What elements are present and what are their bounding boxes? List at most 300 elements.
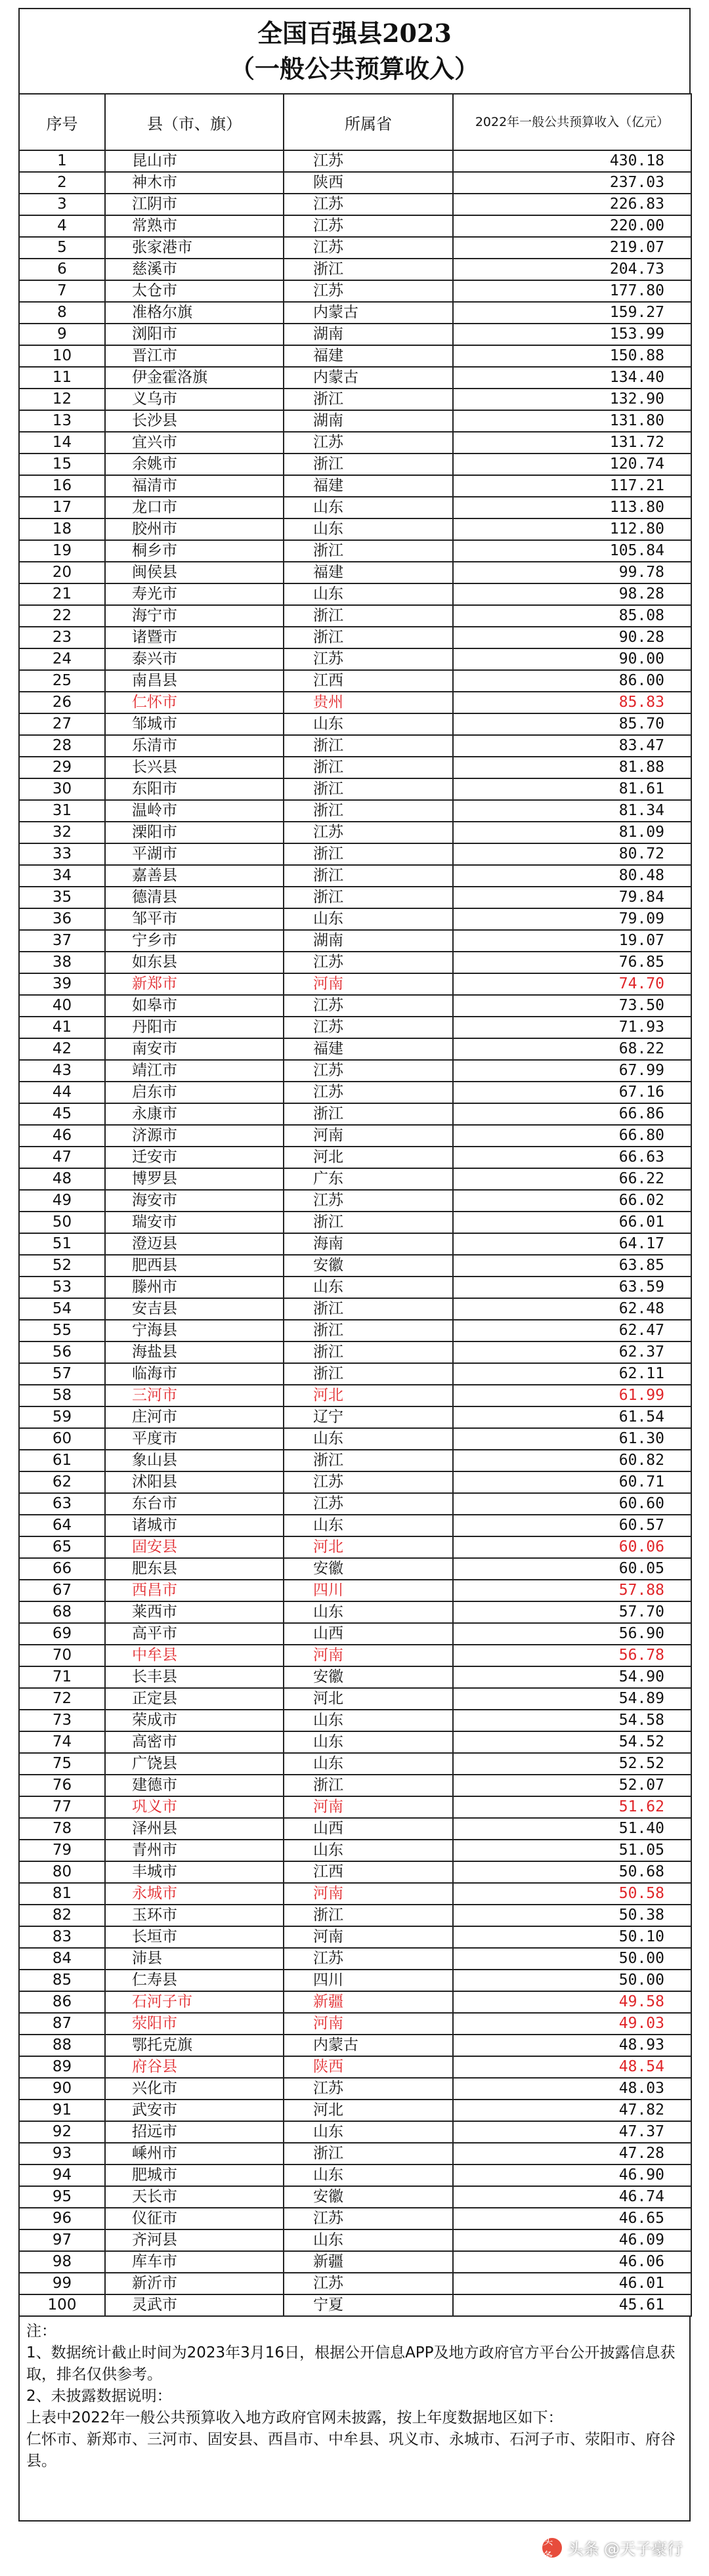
cell-rank: 77 [19, 1796, 105, 1818]
cell-province: 福建 [284, 562, 453, 583]
table-row [19, 583, 691, 605]
cell-county: 溧阳市 [105, 822, 284, 843]
cell-amount: 85.70 [453, 713, 691, 735]
cell-province: 河南 [284, 1883, 453, 1905]
cell-province: 内蒙古 [284, 2035, 453, 2056]
cell-county: 仪征市 [105, 2208, 284, 2229]
cell-amount: 66.63 [453, 1147, 691, 1168]
table-row [19, 345, 691, 367]
table-row [19, 1168, 691, 1190]
cell-amount: 81.61 [453, 778, 691, 800]
cell-county: 荥阳市 [105, 2013, 284, 2035]
cell-province: 江苏 [284, 822, 453, 843]
cell-rank: 75 [19, 1753, 105, 1775]
cell-county: 福清市 [105, 475, 284, 497]
cell-county: 新郑市 [105, 973, 284, 995]
header-province: 所属省 [284, 94, 453, 150]
cell-county: 肥城市 [105, 2164, 284, 2186]
table-row [19, 1796, 691, 1818]
cell-province: 福建 [284, 475, 453, 497]
cell-rank: 29 [19, 757, 105, 778]
cell-rank: 61 [19, 1450, 105, 1471]
cell-county: 靖江市 [105, 1060, 284, 1082]
table-row [19, 1688, 691, 1710]
cell-county: 象山县 [105, 1450, 284, 1471]
cell-county: 嘉善县 [105, 865, 284, 887]
cell-county: 齐河县 [105, 2229, 284, 2251]
table-row [19, 172, 691, 194]
cell-county: 济源市 [105, 1125, 284, 1147]
table-row [19, 2143, 691, 2164]
cell-amount: 226.83 [453, 194, 691, 215]
table-row [19, 367, 691, 389]
cell-province: 山西 [284, 1818, 453, 1840]
cell-amount: 51.05 [453, 1840, 691, 1861]
cell-rank: 88 [19, 2035, 105, 2056]
table-row [19, 497, 691, 518]
cell-province: 陕西 [284, 172, 453, 194]
cell-amount: 66.86 [453, 1103, 691, 1125]
table-row [19, 713, 691, 735]
cell-county: 启东市 [105, 1082, 284, 1103]
cell-rank: 16 [19, 475, 105, 497]
cell-county: 兴化市 [105, 2078, 284, 2100]
cell-amount: 46.06 [453, 2251, 691, 2273]
table-row [19, 475, 691, 497]
cell-amount: 86.00 [453, 670, 691, 692]
cell-province: 浙江 [284, 735, 453, 757]
cell-rank: 63 [19, 1493, 105, 1515]
cell-rank: 41 [19, 1017, 105, 1038]
cell-amount: 219.07 [453, 237, 691, 259]
cell-province: 浙江 [284, 1363, 453, 1385]
cell-rank: 47 [19, 1147, 105, 1168]
cell-rank: 13 [19, 410, 105, 432]
cell-rank: 79 [19, 1840, 105, 1861]
cell-province: 四川 [284, 1580, 453, 1601]
cell-rank: 7 [19, 280, 105, 302]
cell-county: 宁乡市 [105, 930, 284, 952]
cell-amount: 62.48 [453, 1298, 691, 1320]
cell-amount: 66.01 [453, 1212, 691, 1233]
cell-amount: 90.00 [453, 648, 691, 670]
notes-label: 注： [26, 2323, 56, 2340]
cell-province: 山东 [284, 1277, 453, 1298]
table-row [19, 800, 691, 822]
cell-amount: 81.34 [453, 800, 691, 822]
cell-rank: 71 [19, 1666, 105, 1688]
cell-province: 河北 [284, 1147, 453, 1168]
cell-county: 瑞安市 [105, 1212, 284, 1233]
cell-province: 山东 [284, 1710, 453, 1731]
cell-province: 河南 [284, 1125, 453, 1147]
cell-rank: 57 [19, 1363, 105, 1385]
cell-province: 江西 [284, 670, 453, 692]
cell-amount: 62.47 [453, 1320, 691, 1341]
cell-province: 四川 [284, 1970, 453, 1991]
cell-county: 武安市 [105, 2100, 284, 2121]
cell-province: 安徽 [284, 2186, 453, 2208]
table-row [19, 1536, 691, 1558]
table-row [19, 540, 691, 562]
cell-rank: 94 [19, 2164, 105, 2186]
cell-county: 慈溪市 [105, 259, 284, 280]
table-row [19, 2035, 691, 2056]
table-row [19, 1277, 691, 1298]
cell-amount: 60.82 [453, 1450, 691, 1471]
cell-rank: 48 [19, 1168, 105, 1190]
cell-rank: 6 [19, 259, 105, 280]
cell-county: 澄迈县 [105, 1233, 284, 1255]
cell-county: 临海市 [105, 1363, 284, 1385]
cell-province: 山东 [284, 497, 453, 518]
table-row [19, 1753, 691, 1775]
cell-county: 高密市 [105, 1731, 284, 1753]
cell-amount: 66.80 [453, 1125, 691, 1147]
cell-amount: 105.84 [453, 540, 691, 562]
cell-county: 沛县 [105, 1948, 284, 1970]
cell-amount: 57.88 [453, 1580, 691, 1601]
table-row [19, 822, 691, 843]
cell-county: 永城市 [105, 1883, 284, 1905]
watermark [542, 2534, 683, 2562]
cell-province: 山东 [284, 908, 453, 930]
cell-rank: 10 [19, 345, 105, 367]
cell-province: 江苏 [284, 2208, 453, 2229]
cell-amount: 79.09 [453, 908, 691, 930]
cell-province: 江苏 [284, 1471, 453, 1493]
cell-amount: 48.93 [453, 2035, 691, 2056]
cell-province: 河南 [284, 973, 453, 995]
cell-province: 湖南 [284, 930, 453, 952]
cell-amount: 150.88 [453, 345, 691, 367]
cell-rank: 56 [19, 1341, 105, 1363]
cell-amount: 51.62 [453, 1796, 691, 1818]
cell-amount: 50.00 [453, 1948, 691, 1970]
cell-province: 宁夏 [284, 2294, 453, 2316]
cell-province: 山东 [284, 1840, 453, 1861]
cell-amount: 54.89 [453, 1688, 691, 1710]
cell-amount: 48.54 [453, 2056, 691, 2078]
cell-county: 宜兴市 [105, 432, 284, 454]
table-row [19, 1103, 691, 1125]
cell-amount: 63.85 [453, 1255, 691, 1277]
cell-amount: 61.99 [453, 1385, 691, 1406]
cell-rank: 73 [19, 1710, 105, 1731]
cell-province: 江苏 [284, 995, 453, 1017]
table-row [19, 627, 691, 648]
cell-province: 安徽 [284, 1558, 453, 1580]
table-row [19, 1255, 691, 1277]
cell-amount: 159.27 [453, 302, 691, 324]
cell-province: 江苏 [284, 2078, 453, 2100]
table-row [19, 648, 691, 670]
table-row [19, 1710, 691, 1731]
table-row [19, 2164, 691, 2186]
cell-amount: 80.72 [453, 843, 691, 865]
cell-county: 寿光市 [105, 583, 284, 605]
table-row [19, 1298, 691, 1320]
cell-county: 东台市 [105, 1493, 284, 1515]
table-row [19, 2208, 691, 2229]
cell-province: 浙江 [284, 454, 453, 475]
cell-rank: 22 [19, 605, 105, 627]
cell-province: 浙江 [284, 1298, 453, 1320]
cell-rank: 89 [19, 2056, 105, 2078]
cell-rank: 58 [19, 1385, 105, 1406]
table-row [19, 1450, 691, 1471]
cell-county: 昆山市 [105, 150, 284, 172]
cell-province: 浙江 [284, 1212, 453, 1233]
cell-amount: 66.22 [453, 1168, 691, 1190]
cell-amount: 85.08 [453, 605, 691, 627]
cell-rank: 49 [19, 1190, 105, 1212]
table-row [19, 930, 691, 952]
table-row [19, 1601, 691, 1623]
cell-amount: 220.00 [453, 215, 691, 237]
cell-county: 莱西市 [105, 1601, 284, 1623]
cell-province: 浙江 [284, 843, 453, 865]
table-row [19, 995, 691, 1017]
cell-province: 广东 [284, 1168, 453, 1190]
cell-amount: 46.90 [453, 2164, 691, 2186]
table-row [19, 1861, 691, 1883]
cell-county: 泰兴市 [105, 648, 284, 670]
cell-county: 余姚市 [105, 454, 284, 475]
table-row [19, 1970, 691, 1991]
table-row [19, 2251, 691, 2273]
cell-amount: 49.58 [453, 1991, 691, 2013]
cell-province: 内蒙古 [284, 302, 453, 324]
table-row [19, 1147, 691, 1168]
cell-rank: 98 [19, 2251, 105, 2273]
cell-amount: 48.03 [453, 2078, 691, 2100]
cell-county: 神木市 [105, 172, 284, 194]
cell-amount: 63.59 [453, 1277, 691, 1298]
cell-amount: 50.00 [453, 1970, 691, 1991]
table-row [19, 150, 691, 172]
cell-rank: 3 [19, 194, 105, 215]
cell-rank: 43 [19, 1060, 105, 1082]
table-row [19, 432, 691, 454]
table-row [19, 1363, 691, 1385]
cell-province: 江苏 [284, 1060, 453, 1082]
cell-county: 肥西县 [105, 1255, 284, 1277]
cell-rank: 90 [19, 2078, 105, 2100]
cell-rank: 80 [19, 1861, 105, 1883]
cell-amount: 237.03 [453, 172, 691, 194]
note-item-1: 1、数据统计截止时间为2023年3月16日，根据公开信息APP及地方政府官方平台公开披露信息获取，排名仅供参考。 [26, 2344, 676, 2383]
table-row [19, 670, 691, 692]
cell-province: 山东 [284, 1601, 453, 1623]
table-row [19, 908, 691, 930]
cell-rank: 30 [19, 778, 105, 800]
cell-province: 浙江 [284, 887, 453, 908]
cell-amount: 57.70 [453, 1601, 691, 1623]
cell-rank: 59 [19, 1406, 105, 1428]
cell-amount: 153.99 [453, 324, 691, 345]
cell-amount: 73.50 [453, 995, 691, 1017]
table-row [19, 1515, 691, 1536]
cell-county: 招远市 [105, 2121, 284, 2143]
table-row [19, 1645, 691, 1666]
cell-amount: 46.09 [453, 2229, 691, 2251]
cell-rank: 76 [19, 1775, 105, 1796]
cell-rank: 83 [19, 1926, 105, 1948]
cell-rank: 67 [19, 1580, 105, 1601]
cell-amount: 76.85 [453, 952, 691, 973]
table-row [19, 1082, 691, 1103]
table-row [19, 1428, 691, 1450]
cell-province: 江苏 [284, 280, 453, 302]
table-body [19, 150, 691, 2316]
cell-amount: 131.72 [453, 432, 691, 454]
cell-county: 巩义市 [105, 1796, 284, 1818]
cell-amount: 60.05 [453, 1558, 691, 1580]
table-row [19, 324, 691, 345]
cell-province: 河南 [284, 2013, 453, 2035]
cell-amount: 112.80 [453, 518, 691, 540]
cell-county: 丹阳市 [105, 1017, 284, 1038]
cell-province: 新疆 [284, 2251, 453, 2273]
cell-amount: 134.40 [453, 367, 691, 389]
cell-county: 安吉县 [105, 1298, 284, 1320]
table-row [19, 1493, 691, 1515]
cell-province: 内蒙古 [284, 367, 453, 389]
cell-amount: 61.54 [453, 1406, 691, 1428]
cell-rank: 93 [19, 2143, 105, 2164]
table-row [19, 2294, 691, 2316]
cell-amount: 113.80 [453, 497, 691, 518]
table-row [19, 1840, 691, 1861]
cell-county: 沭阳县 [105, 1471, 284, 1493]
cell-province: 河南 [284, 1645, 453, 1666]
cell-county: 平度市 [105, 1428, 284, 1450]
cell-amount: 98.28 [453, 583, 691, 605]
cell-county: 平湖市 [105, 843, 284, 865]
cell-amount: 60.71 [453, 1471, 691, 1493]
cell-province: 山东 [284, 713, 453, 735]
cell-county: 永康市 [105, 1103, 284, 1125]
cell-county: 宁海县 [105, 1320, 284, 1341]
cell-county: 温岭市 [105, 800, 284, 822]
cell-county: 高平市 [105, 1623, 284, 1645]
cell-province: 湖南 [284, 324, 453, 345]
table-row [19, 605, 691, 627]
cell-amount: 132.90 [453, 389, 691, 410]
cell-rank: 19 [19, 540, 105, 562]
cell-amount: 54.58 [453, 1710, 691, 1731]
table-row [19, 2013, 691, 2035]
cell-province: 山东 [284, 2229, 453, 2251]
cell-amount: 81.88 [453, 757, 691, 778]
note-item-2-list: 仁怀市、新郑市、三河市、固安县、西昌市、中牟县、巩义市、永城市、石河子市、荥阳市、府谷县。 [26, 2431, 676, 2470]
cell-county: 天长市 [105, 2186, 284, 2208]
cell-province: 江苏 [284, 952, 453, 973]
cell-amount: 54.90 [453, 1666, 691, 1688]
cell-rank: 60 [19, 1428, 105, 1450]
cell-county: 德清县 [105, 887, 284, 908]
cell-county: 长丰县 [105, 1666, 284, 1688]
cell-county: 诸城市 [105, 1515, 284, 1536]
cell-county: 正定县 [105, 1688, 284, 1710]
cell-province: 河北 [284, 2100, 453, 2121]
note-item-2-detail: 上表中2022年一般公共预算收入地方政府官网未披露，按上年度数据地区如下： [26, 2409, 563, 2426]
cell-rank: 44 [19, 1082, 105, 1103]
cell-province: 河南 [284, 1796, 453, 1818]
cell-county: 丰城市 [105, 1861, 284, 1883]
cell-rank: 46 [19, 1125, 105, 1147]
cell-rank: 78 [19, 1818, 105, 1840]
cell-rank: 24 [19, 648, 105, 670]
cell-rank: 35 [19, 887, 105, 908]
page-subtitle: （一般公共预算收入） [229, 54, 479, 83]
table-row [19, 865, 691, 887]
cell-county: 如皋市 [105, 995, 284, 1017]
cell-province: 江苏 [284, 648, 453, 670]
watermark-text: 头条 @天子豪行 [567, 2540, 683, 2558]
table-row [19, 2186, 691, 2208]
cell-amount: 19.07 [453, 930, 691, 952]
cell-province: 河北 [284, 1385, 453, 1406]
cell-rank: 54 [19, 1298, 105, 1320]
table-row [19, 2273, 691, 2294]
cell-county: 南安市 [105, 1038, 284, 1060]
cell-rank: 82 [19, 1905, 105, 1926]
cell-amount: 74.70 [453, 973, 691, 995]
cell-county: 常熟市 [105, 215, 284, 237]
ranking-table [18, 93, 692, 2317]
table-row [19, 1406, 691, 1428]
cell-amount: 45.61 [453, 2294, 691, 2316]
cell-province: 浙江 [284, 605, 453, 627]
table-row [19, 1341, 691, 1363]
cell-province: 河北 [284, 1688, 453, 1710]
cell-rank: 45 [19, 1103, 105, 1125]
cell-county: 广饶县 [105, 1753, 284, 1775]
cell-county: 府谷县 [105, 2056, 284, 2078]
table-row [19, 1190, 691, 1212]
table-row [19, 1580, 691, 1601]
cell-county: 邹城市 [105, 713, 284, 735]
notes-section [18, 2317, 691, 2522]
cell-amount: 79.84 [453, 887, 691, 908]
cell-rank: 86 [19, 1991, 105, 2013]
cell-rank: 12 [19, 389, 105, 410]
table-row [19, 259, 691, 280]
cell-amount: 47.37 [453, 2121, 691, 2143]
cell-amount: 66.02 [453, 1190, 691, 1212]
cell-rank: 2 [19, 172, 105, 194]
table-row [19, 1905, 691, 1926]
cell-rank: 52 [19, 1255, 105, 1277]
cell-rank: 84 [19, 1948, 105, 1970]
cell-county: 诸暨市 [105, 627, 284, 648]
cell-province: 湖南 [284, 410, 453, 432]
cell-amount: 60.06 [453, 1536, 691, 1558]
cell-amount: 83.47 [453, 735, 691, 757]
table-row [19, 735, 691, 757]
cell-rank: 32 [19, 822, 105, 843]
cell-rank: 18 [19, 518, 105, 540]
cell-rank: 20 [19, 562, 105, 583]
cell-rank: 55 [19, 1320, 105, 1341]
cell-rank: 81 [19, 1883, 105, 1905]
table-row [19, 843, 691, 865]
cell-province: 山东 [284, 1515, 453, 1536]
cell-county: 长兴县 [105, 757, 284, 778]
cell-rank: 95 [19, 2186, 105, 2208]
